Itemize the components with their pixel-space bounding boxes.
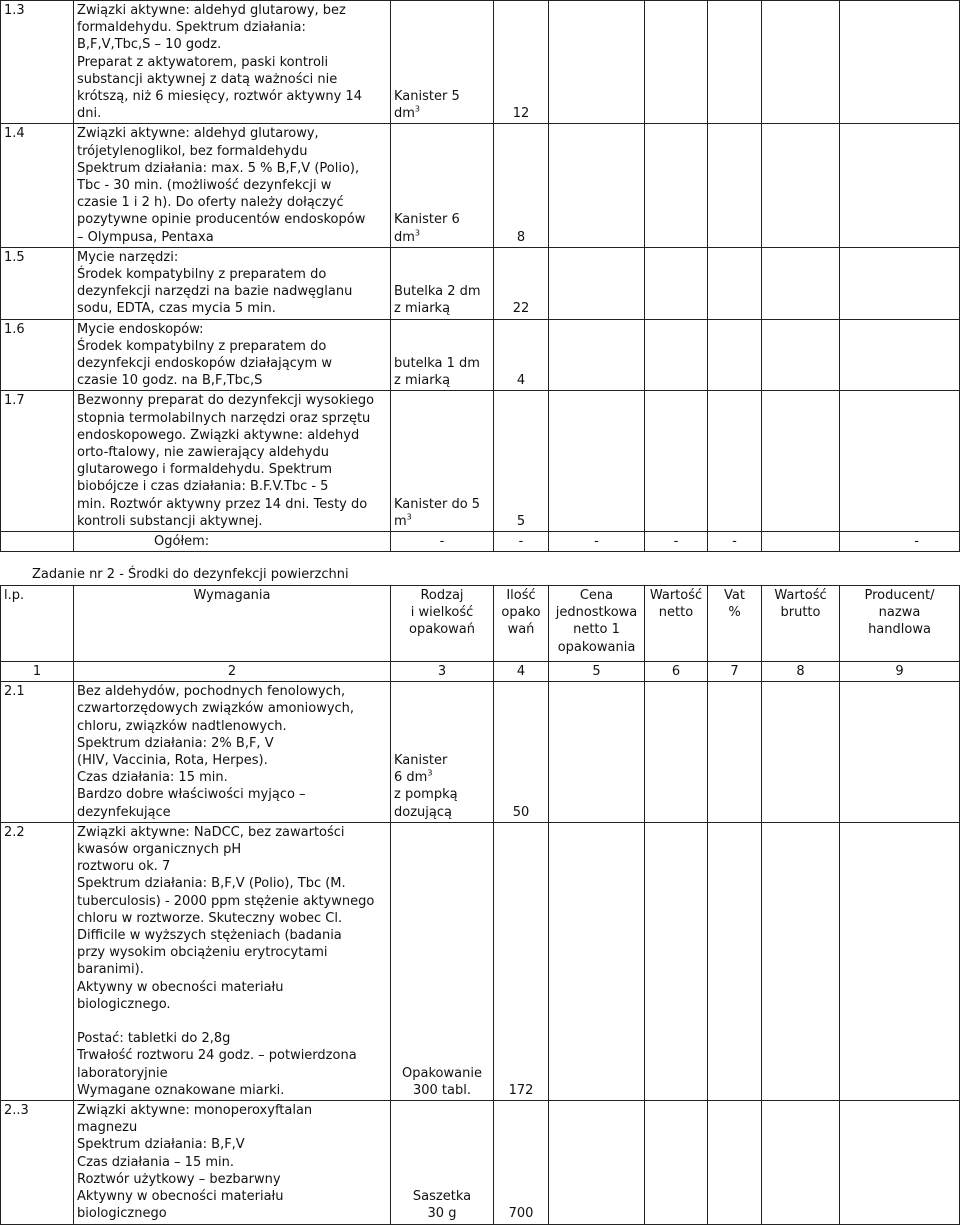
header-row: [1, 586, 960, 662]
row-quantity: 8: [494, 124, 549, 247]
row-quantity: 4: [494, 319, 549, 391]
cell-empty: [840, 682, 960, 823]
row-quantity: 12: [494, 1, 549, 124]
total-dash: -: [645, 532, 708, 552]
table-row: [1, 124, 960, 247]
cell-empty: [708, 391, 762, 532]
task-caption: Zadanie nr 2 - Środki do dezynfekcji powierzchni: [32, 567, 349, 582]
cell-empty: [549, 247, 645, 319]
header-quantity: Ilość opako wań: [494, 586, 549, 662]
total-label: Ogółem:: [74, 532, 391, 552]
column-number: 3: [391, 662, 494, 682]
row-lp: 2.2: [1, 822, 74, 1100]
cell-empty: [549, 682, 645, 823]
column-number: 8: [762, 662, 840, 682]
row-requirements: Związki aktywne: aldehyd glutarowy, bez formaldehydu. Spektrum działania: B,F,V,Tbc,S – 10 godz. Preparat z aktywatorem, paski kontroli substancji aktywnej z datą ważności nie krótszą, niż 6 miesięcy, roztwór aktywny 14 dni.: [74, 1, 391, 124]
row-quantity: 172: [494, 822, 549, 1100]
cell-empty: [762, 1, 840, 124]
row-requirements: Związki aktywne: monoperoxyftalan magnezu Spektrum działania: B,F,V Czas działania – 15 min. Roztwór użytkowy – bezbarwny Aktywny w obecności materiału biologicznego: [74, 1101, 391, 1224]
cell-empty: [708, 822, 762, 1100]
row-packaging: Butelka 2 dm z miarką: [391, 247, 494, 319]
cell-empty: [762, 319, 840, 391]
header-gross-value: Wartość brutto: [762, 586, 840, 662]
table-row: [1, 319, 960, 391]
cell-empty: [840, 822, 960, 1100]
header-unit-price: Cena jednostkowa netto 1 opakowania: [549, 586, 645, 662]
cell-empty: [708, 247, 762, 319]
table-row: [1, 1, 960, 124]
row-lp: 1.7: [1, 391, 74, 532]
row-requirements: Mycie endoskopów: Środek kompatybilny z preparatem do dezynfekcji endoskopów działającym w czasie 10 godz. na B,F,Tbc,S: [74, 319, 391, 391]
row-quantity: 50: [494, 682, 549, 823]
cell-empty: [549, 319, 645, 391]
cell-empty: [840, 319, 960, 391]
cell-empty: [1, 532, 74, 552]
total-dash: -: [494, 532, 549, 552]
row-requirements: Związki aktywne: NaDCC, bez zawartości kwasów organicznych pH roztworu ok. 7 Spektrum działania: B,F,V (Polio), Tbc (M. tuberculosis) - 2000 ppm stężenie aktywnego chloru w roztworze. Skuteczny wobec Cl. Difficile w wyższych stężeniach (badania przy wysokim obciążeniu erytrocytami baranimi). Aktywny w obecności materiału biologicznego. Postać: tabletki do 2,8g Trwałość roztworu 24 godz. – potwierdzona laboratoryjnie Wymagane oznakowane miarki.: [74, 822, 391, 1100]
row-quantity: 22: [494, 247, 549, 319]
row-lp: 1.3: [1, 1, 74, 124]
total-dash: -: [549, 532, 645, 552]
row-lp: 1.4: [1, 124, 74, 247]
cell-empty: [762, 682, 840, 823]
table-row: [1, 822, 960, 1100]
row-packaging: Opakowanie 300 tabl.: [391, 822, 494, 1100]
row-lp: 1.6: [1, 319, 74, 391]
cell-empty: [840, 1, 960, 124]
table-row: [1, 1101, 960, 1224]
total-dash: -: [708, 532, 762, 552]
column-number: 6: [645, 662, 708, 682]
total-dash: -: [391, 532, 494, 552]
cell-empty: [549, 1101, 645, 1224]
cell-empty: [762, 124, 840, 247]
column-number: 7: [708, 662, 762, 682]
row-lp: 2..3: [1, 1101, 74, 1224]
cell-empty: [645, 247, 708, 319]
row-packaging: Kanister 5 $dm^3$: [391, 1, 494, 124]
row-quantity: 5: [494, 391, 549, 532]
cell-empty: [645, 319, 708, 391]
cell-empty: [762, 532, 840, 552]
row-packaging: Kanister do 5 $m^3$: [391, 391, 494, 532]
cell-empty: [840, 247, 960, 319]
header-vat: Vat %: [708, 586, 762, 662]
cell-empty: [762, 391, 840, 532]
table-row: [1, 682, 960, 823]
cell-empty: [549, 391, 645, 532]
header-producer: Producent/ nazwa handlowa: [840, 586, 960, 662]
row-requirements: Mycie narzędzi: Środek kompatybilny z preparatem do dezynfekcji narzędzi na bazie nadwęglanu sodu, EDTA, czas mycia 5 min.: [74, 247, 391, 319]
cell-empty: [549, 822, 645, 1100]
column-number: 9: [840, 662, 960, 682]
cell-empty: [840, 124, 960, 247]
cell-empty: [708, 682, 762, 823]
cell-empty: [645, 682, 708, 823]
row-requirements: Bez aldehydów, pochodnych fenolowych, czwartorzędowych związków amoniowych, chloru, związków nadtlenowych. Spektrum działania: 2% B,F, V (HIV, Vaccinia, Rota, Herpes). Czas działania: 15 min. Bardzo dobre właściwości myjąco – dezynfekujące: [74, 682, 391, 823]
cell-empty: [762, 247, 840, 319]
column-number: 5: [549, 662, 645, 682]
table-row: [1, 247, 960, 319]
cell-empty: [645, 822, 708, 1100]
row-lp: 1.5: [1, 247, 74, 319]
cell-empty: [708, 124, 762, 247]
row-packaging: butelka 1 dm z miarką: [391, 319, 494, 391]
header-lp: l.p.: [1, 586, 74, 662]
header-net-value: Wartość netto: [645, 586, 708, 662]
cell-empty: [708, 1, 762, 124]
row-packaging: Kanister 6 $dm^3$ z pompką dozującą: [391, 682, 494, 823]
column-number-row: [1, 662, 960, 682]
cell-empty: [708, 1101, 762, 1224]
products-table-2: [0, 585, 960, 1225]
cell-empty: [762, 822, 840, 1100]
products-table-1: [0, 0, 960, 552]
column-number: 1: [1, 662, 74, 682]
cell-empty: [549, 124, 645, 247]
total-dash: -: [840, 532, 960, 552]
cell-empty: [840, 1101, 960, 1224]
cell-empty: [549, 1, 645, 124]
row-requirements: Związki aktywne: aldehyd glutarowy, trójetylenoglikol, bez formaldehydu Spektrum działania: max. 5 % B,F,V (Polio), Tbc - 30 min. (możliwość dezynfekcji w czasie 1 i 2 h). Do oferty należy dołączyć pozytywne opinie producentów endoskopów – Olympusa, Pentaxa: [74, 124, 391, 247]
cell-empty: [645, 1101, 708, 1224]
header-packaging: Rodzaj i wielkość opakowań: [391, 586, 494, 662]
cell-empty: [762, 1101, 840, 1224]
row-packaging: Kanister 6 $dm^3$: [391, 124, 494, 247]
table-row: [1, 391, 960, 532]
cell-empty: [840, 391, 960, 532]
row-lp: 2.1: [1, 682, 74, 823]
row-requirements: Bezwonny preparat do dezynfekcji wysokiego stopnia termolabilnych narzędzi oraz sprzętu endoskopowego. Związki aktywne: aldehyd orto-ftalowy, nie zawierający aldehydu glutarowego i formaldehydu. Spektrum biobójcze i czas działania: B.F.V.Tbc - 5 min. Roztwór aktywny przez 14 dni. Testy do kontroli substancji aktywnej.: [74, 391, 391, 532]
cell-empty: [708, 319, 762, 391]
cell-empty: [645, 124, 708, 247]
row-quantity: 700: [494, 1101, 549, 1224]
cell-empty: [645, 391, 708, 532]
header-requirements: Wymagania: [74, 586, 391, 662]
column-number: 2: [74, 662, 391, 682]
total-row: [1, 532, 960, 552]
cell-empty: [645, 1, 708, 124]
row-packaging: Saszetka 30 g: [391, 1101, 494, 1224]
column-number: 4: [494, 662, 549, 682]
